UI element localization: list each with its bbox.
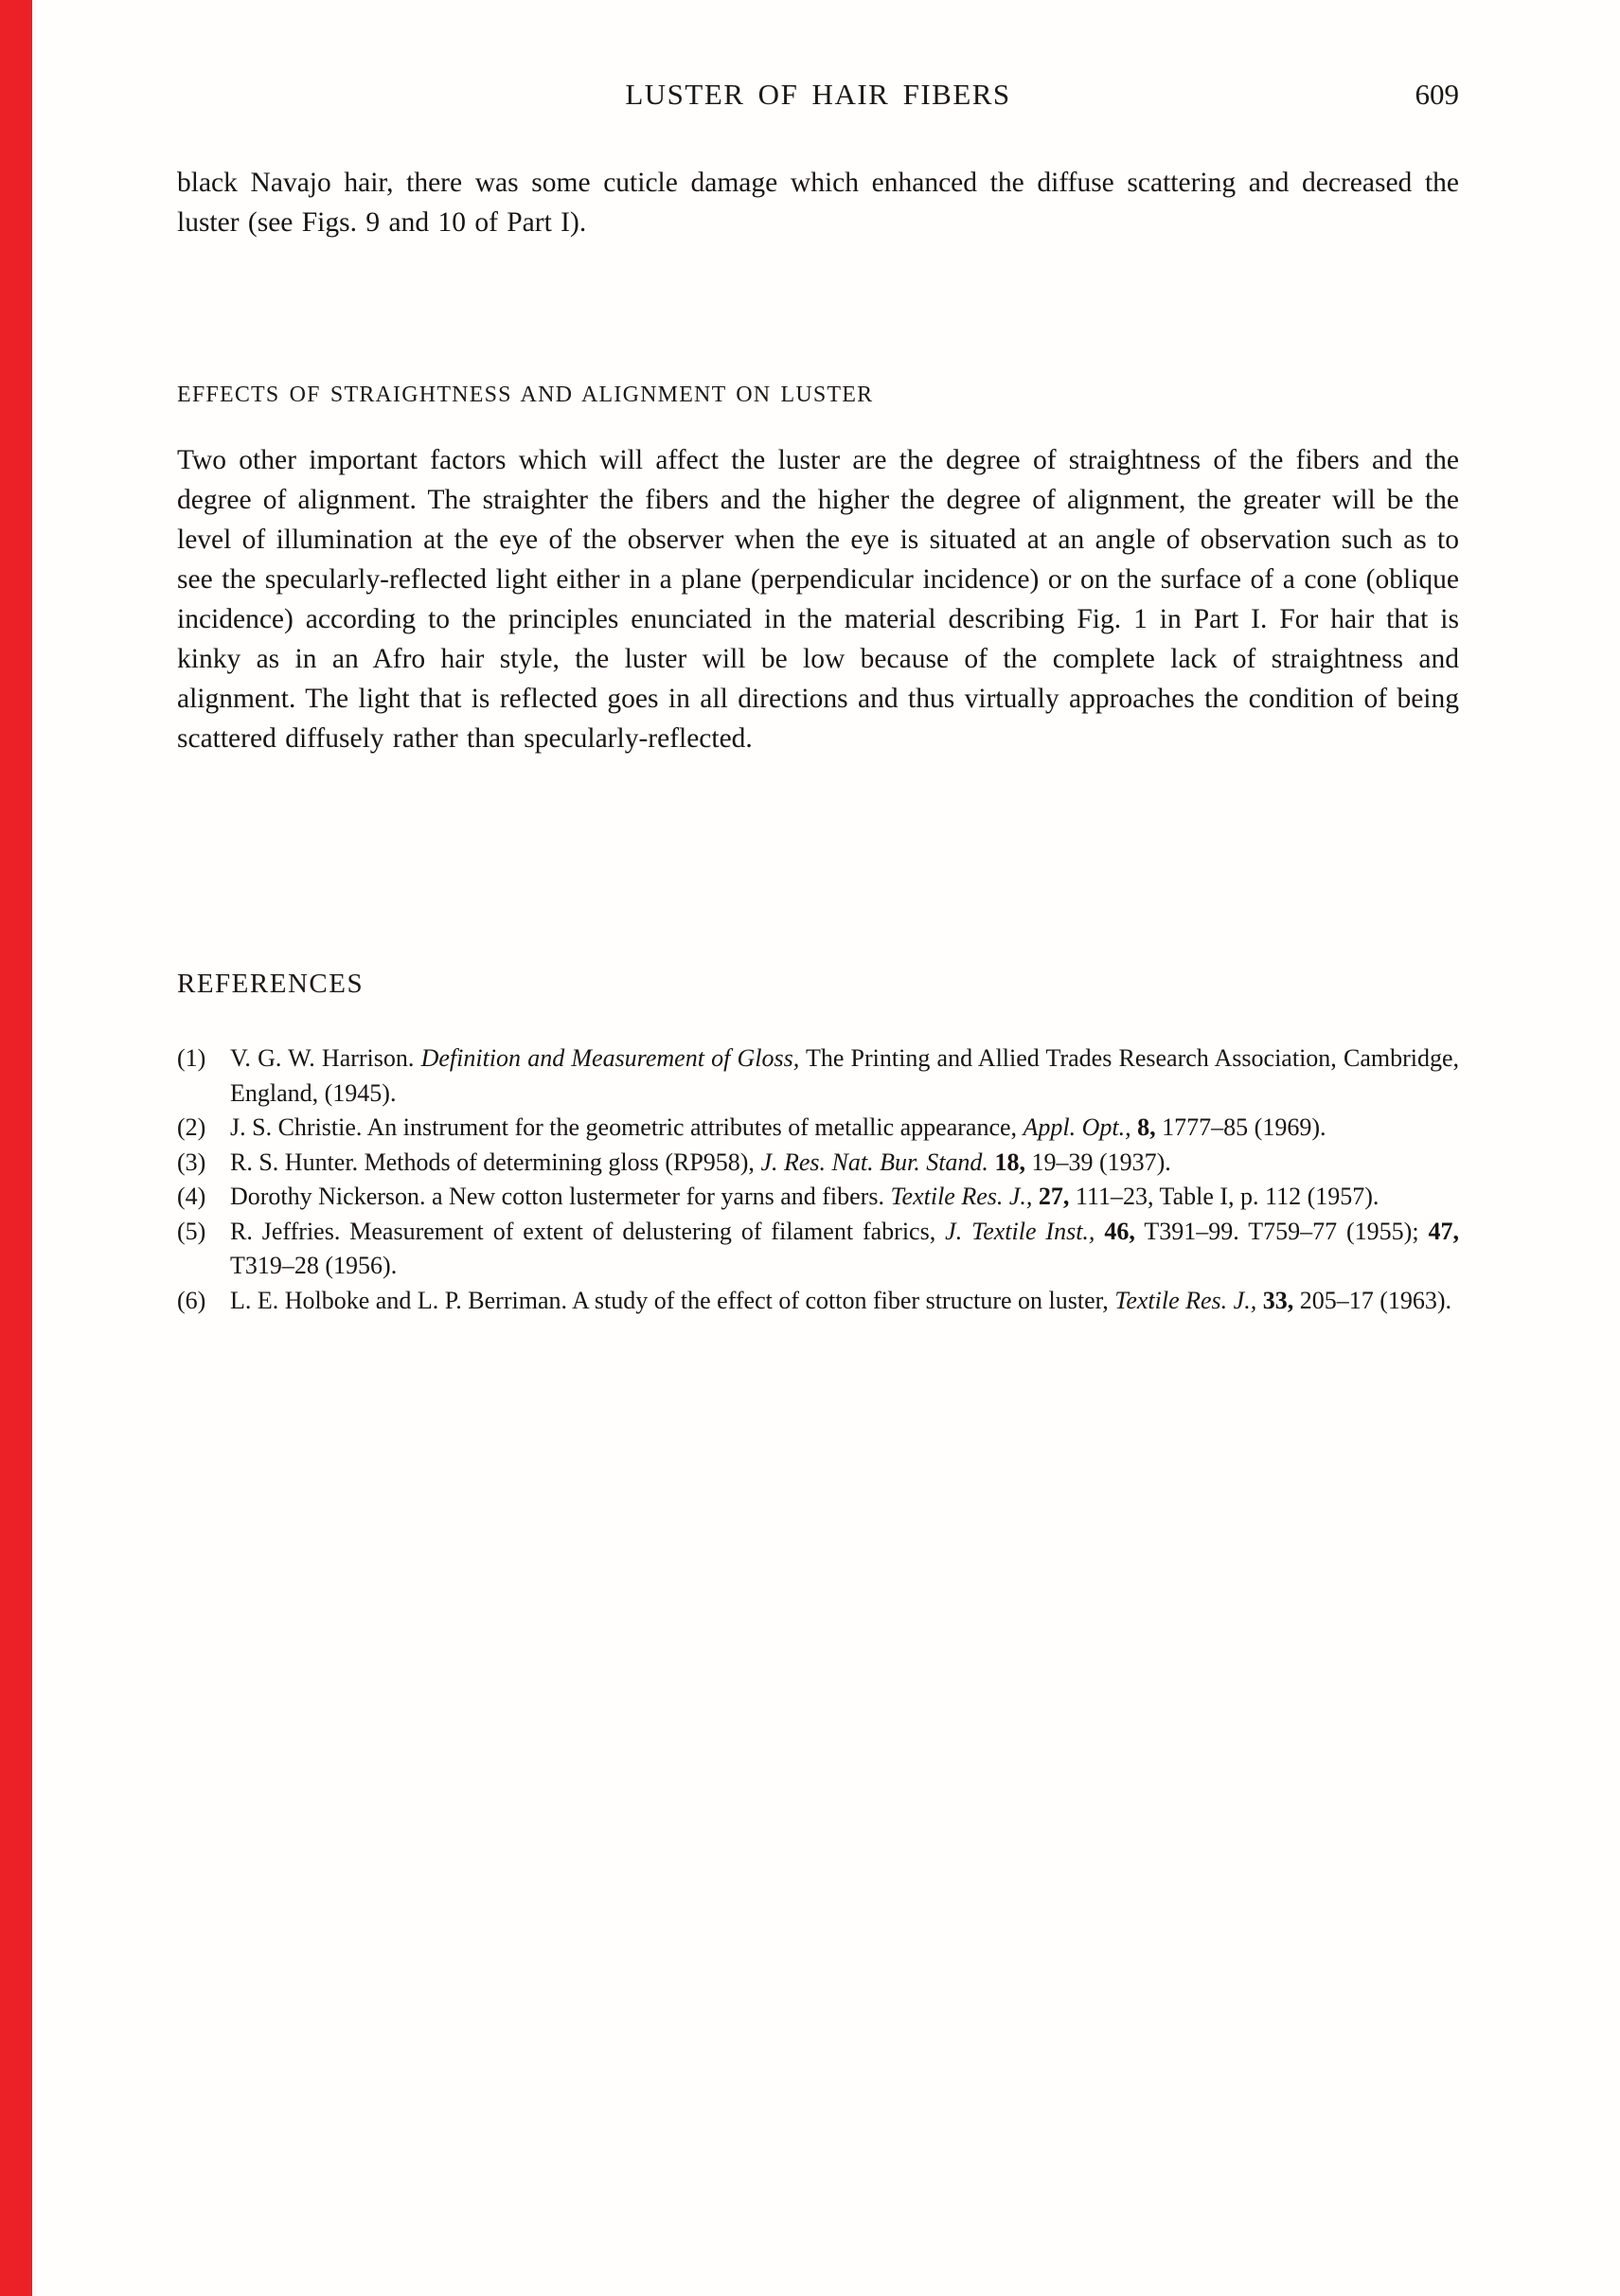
reference-text: V. G. W. Harrison. Definition and Measurement of Gloss, The Printing and Allied Trades Research Association, Cambridge, England, (1945). <box>230 1044 1460 1107</box>
references-list <box>177 1041 1459 1318</box>
reference-number: (6) <box>177 1286 206 1314</box>
reference-item <box>177 1215 1459 1284</box>
reference-item <box>177 1284 1459 1319</box>
reference-text: R. S. Hunter. Methods of determining gloss (RP958), J. Res. Nat. Bur. Stand. 18, 19–39 (1937). <box>230 1148 1171 1176</box>
section-paragraph: Two other important factors which will affect the luster are the degree of straightness of the fibers and the degree of alignment. The straighter the fibers and the higher the degree of alignment, the greater will be the level of illumination at the eye of the observer when the eye is situated at an angle of observation such as to see the specularly-reflected light either in a plane (perpendicular incidence) or on the surface of a cone (oblique incidence) according to the principles enunciated in the material describing Fig. 1 in Part I. For hair that is kinky as in an Afro hair style, the luster will be low because of the complete lack of straightness and alignment. The light that is reflected goes in all directions and thus virtually approaches the condition of being scattered diffusely rather than specularly-reflected. <box>177 445 1459 754</box>
reference-text: Dorothy Nickerson. a New cotton lustermeter for yarns and fibers. Textile Res. J., 27, 111–23, Table I, p. 112 (1957). <box>230 1183 1380 1210</box>
reference-number: (2) <box>177 1113 206 1141</box>
section-heading: EFFECTS OF STRAIGHTNESS AND ALIGNMENT ON LUSTER <box>177 383 874 407</box>
text-block <box>177 0 1459 1318</box>
reference-item <box>177 1146 1459 1181</box>
reference-item <box>177 1180 1459 1215</box>
reference-text: J. S. Christie. An instrument for the geometric attributes of metallic appearance, Appl. Opt., 8, 1777–85 (1969). <box>230 1113 1326 1141</box>
reference-number: (5) <box>177 1217 206 1245</box>
references-heading: REFERENCES <box>177 969 365 999</box>
intro-paragraph: black Navajo hair, there was some cuticle damage which enhanced the diffuse scattering and decreased the luster (see Figs. 9 and 10 of Part I). <box>177 168 1459 238</box>
reference-text: L. E. Holboke and L. P. Berriman. A study of the effect of cotton fiber structure on luster, Textile Res. J., 33, 205–17 (1963). <box>230 1286 1452 1314</box>
scan-edge-strip <box>0 0 32 2296</box>
page-number: 609 <box>1415 78 1459 111</box>
page-header <box>177 78 1459 116</box>
reference-number: (4) <box>177 1183 206 1210</box>
reference-number: (3) <box>177 1148 206 1176</box>
reference-text: R. Jeffries. Measurement of extent of delustering of filament fabrics, J. Textile Inst., 46, T391–99. T759–77 (1955); 47, T319–28 (1956). <box>230 1217 1459 1279</box>
reference-item <box>177 1041 1459 1111</box>
running-head-title: LUSTER OF HAIR FIBERS <box>625 78 1011 111</box>
reference-item <box>177 1111 1459 1146</box>
reference-number: (1) <box>177 1044 206 1072</box>
